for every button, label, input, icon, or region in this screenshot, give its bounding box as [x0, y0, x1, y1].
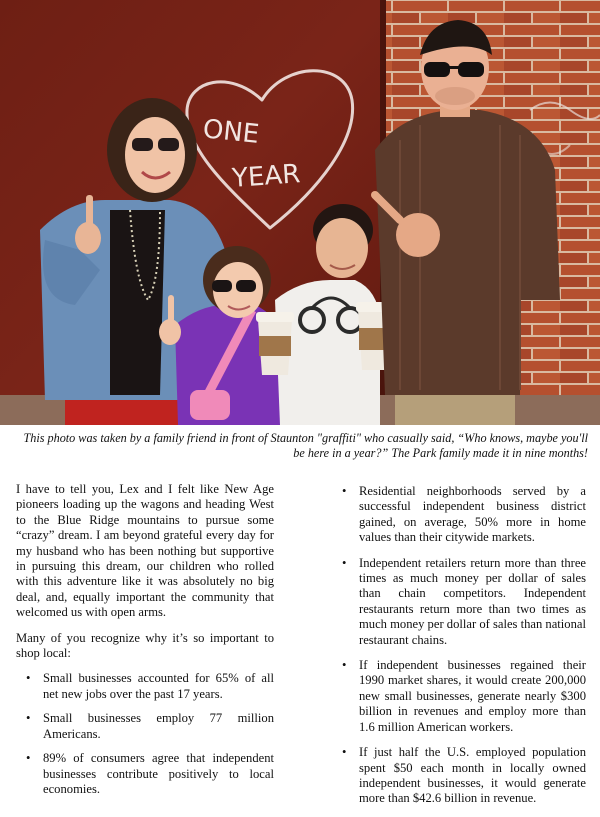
shop-local-paragraph: Many of you recognize why it’s so important to shop local:: [16, 630, 274, 661]
right-bullet-list: [330, 484, 586, 807]
intro-paragraph: I have to tell you, Lex and I felt like New Age pioneers loading up the wagons and heading West to the Blue Ridge mountains to pursue some “crazy” dream. I am beyond grateful every day for my husband who has been nothing but supportive in pursuing this dream, our children who rolled with this adventure like it was absolutely no big deal, and, equally important the community that welcomed us with open arms.: [16, 482, 274, 620]
list-item: • Residential neighborhoods served by a successful independent business district gained, on average, 50% more in home values than their citywide markets.: [330, 484, 586, 546]
chalk-text-year: YEAR: [231, 159, 302, 194]
left-bullet-list: [16, 671, 274, 797]
list-item: • 89% of consumers agree that independent businesses contribute positively to local economies.: [16, 751, 274, 797]
photo-caption: This photo was taken by a family friend in front of Staunton "graffiti" who casually said, “Who knows, maybe you'll be here in a year?” The Park family made it in nine months!: [23, 431, 588, 460]
list-item: • If independent businesses regained their 1990 market shares, it would create 200,000 new small businesses, generate nearly $300 billion in revenues and employ more than 1.6 million American workers.: [330, 658, 586, 735]
left-column: [16, 482, 274, 806]
list-item: • Small businesses employ 77 million Americans.: [16, 711, 274, 742]
right-column: [330, 484, 586, 817]
list-item: • Small businesses accounted for 65% of all net new jobs over the past 17 years.: [16, 671, 274, 702]
chalk-text-one: ONE: [201, 114, 261, 150]
coffee-cup-left: [256, 312, 294, 375]
list-item: • If just half the U.S. employed population spent $50 each month in locally owned independent businesses, it would generate more than $42.6 billion in revenue.: [330, 745, 586, 807]
list-item: • Independent retailers return more than three times as much money per dollar of sales than chain competitors. Independent restaurants return more than two times as much money per dollar of sales than national restaurant chains.: [330, 556, 586, 648]
